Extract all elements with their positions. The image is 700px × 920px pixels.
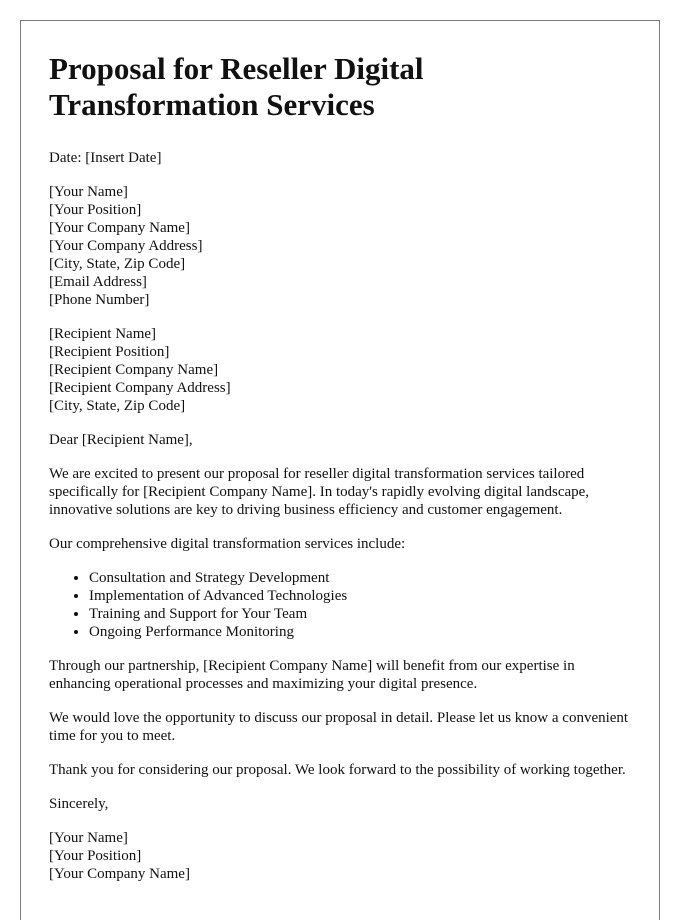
signature-company: [Your Company Name] [49,866,190,882]
benefit-paragraph: Through our partnership, [Recipient Company Name] will benefit from our expertise in enhancing operational processes and maximizing your digital presence. [49,658,575,692]
discuss-paragraph: We would love the opportunity to discuss our proposal in detail. Please let us know a convenient time for you to meet. [49,710,629,744]
closing: Sincerely, [49,796,109,812]
recipient-name: [Recipient Name] [49,326,157,342]
sender-address: [Your Company Address] [49,238,203,254]
sender-phone: [Phone Number] [49,292,150,308]
services-intro: Our comprehensive digital transformation services include: [49,536,406,552]
sender-email: [Email Address] [49,274,147,290]
recipient-block [49,325,631,415]
recipient-position: [Recipient Position] [49,344,170,360]
signature-position: [Your Position] [49,848,142,864]
service-item: • Consultation and Strategy Development [89,569,631,587]
recipient-company: [Recipient Company Name] [49,362,219,378]
sender-block [49,183,631,309]
services-list [49,569,631,641]
recipient-city: [City, State, Zip Code] [49,398,186,414]
intro-paragraph: We are excited to present our proposal for reseller digital transformation services tailored specifically for [Recipient Company Name]. In today's rapidly evolving digital landscape, innovative solutions are key to driving business efficiency and customer engagement. [49,466,590,518]
sender-company: [Your Company Name] [49,220,190,236]
salutation: Dear [Recipient Name], [49,432,193,448]
date-line: Date: [Insert Date] [49,150,162,166]
sender-city: [City, State, Zip Code] [49,256,186,272]
signature-block [49,829,631,883]
signature-name: [Your Name] [49,830,128,846]
service-item: • Implementation of Advanced Technologies [89,587,631,605]
sender-name: [Your Name] [49,184,128,200]
sender-position: [Your Position] [49,202,142,218]
thanks-paragraph: Thank you for considering our proposal. We look forward to the possibility of working together. [49,762,626,778]
letter-page [20,20,660,920]
letter-title: Proposal for Reseller Digital Transformation Services [49,51,424,122]
service-item: • Ongoing Performance Monitoring [89,623,631,641]
recipient-address: [Recipient Company Address] [49,380,231,396]
service-item: • Training and Support for Your Team [89,605,631,623]
